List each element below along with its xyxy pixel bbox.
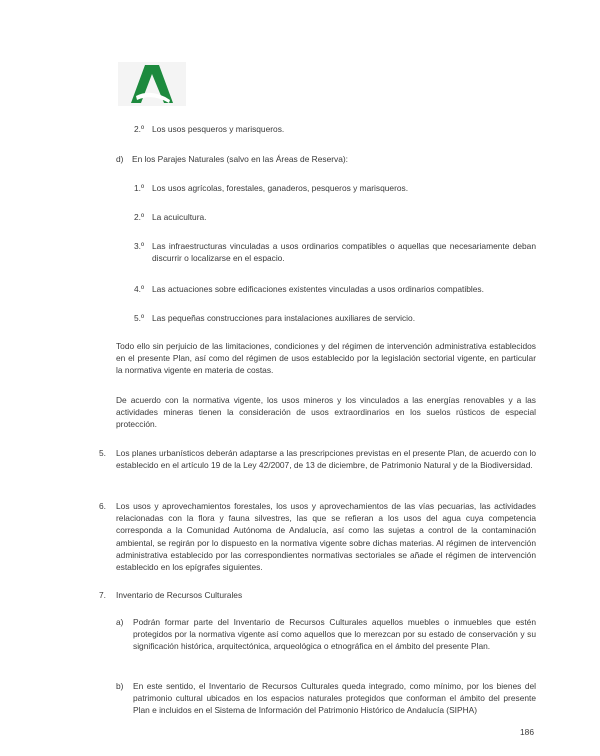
logo-graphic (118, 62, 186, 106)
list-item (134, 211, 536, 223)
item-text: Las infraestructuras vinculadas a usos ordinarios compatibles o aquellas que necesariamente deban discurrir o localizarse en el espacio. (152, 241, 536, 264)
list-item (134, 312, 536, 324)
section-heading: Inventario de Recursos Culturales (116, 590, 243, 600)
numbered-item (99, 589, 536, 601)
item-number: 5. (99, 448, 106, 458)
list-item (134, 182, 536, 194)
item-text: Las pequeñas construcciones para instalaciones auxiliares de servicio. (152, 313, 416, 323)
list-item (116, 616, 536, 653)
item-number: 2.º (134, 212, 145, 222)
item-text: La acuicultura. (152, 212, 207, 222)
item-text: Los planes urbanísticos deberán adaptarse a las prescripciones previstas en el presente Plan, de acuerdo con lo establecido en el artículo 19 de la Ley 42/2007, de 13 de diciembre, de Patrimonio Natural y de la Biodiversidad. (116, 448, 536, 471)
list-item (116, 680, 536, 717)
item-text: En este sentido, el Inventario de Recursos Culturales queda integrado, como mínimo, por los bienes del patrimonio cultural ubicados en los espacios naturales protegidos que conforman el ámbito del presente Plan e incluidos en el Sistema de Información del Patrimonio Histórico de Andalucía (SIPHA) (133, 681, 536, 716)
item-number: 7. (99, 590, 106, 600)
item-number: 2.º (134, 124, 145, 134)
paragraph: Todo ello sin perjuicio de las limitaciones, condiciones y del régimen de intervención administrativa establecidos en el presente Plan, así como del régimen de usos establecido por la legislación sectorial vigente, en particular la normativa vigente en materia de costas. (116, 341, 536, 376)
item-text: En los Parajes Naturales (salvo en las Áreas de Reserva): (132, 154, 348, 164)
item-number: d) (116, 154, 124, 164)
item-number: 1.º (134, 183, 145, 193)
item-number: 3.º (134, 241, 145, 251)
item-text: Los usos pesqueros y marisqueros. (152, 124, 285, 134)
item-number: 4.º (134, 284, 145, 294)
list-item (116, 153, 536, 165)
item-text: Podrán formar parte del Inventario de Recursos Culturales aquellos muebles o inmuebles que estén protegidos por la normativa vigente así como aquellos que lo merezcan por su estado de conservación y su significación histórica, arquitectónica, arqueológica o etnográfica en el ámbito del presente Plan. (133, 617, 536, 652)
item-text: Los usos y aprovechamientos forestales, los usos y aprovechamientos de las vías pecuarias, las actividades relacionadas con la flora y fauna silvestres, las que se refieran a los usos del agua cuya competencia corresponda a la Comunidad Autónoma de Andalucía, así como las sujetas a control de la contaminación ambiental, se regirán por lo dispuesto en la normativa vigente sobre dichas materias. Al régimen de intervención administrativa establecido por las correspondientes normativas sectoriales se añade el régimen de intervención establecido en los epígrafes siguientes. (116, 501, 536, 573)
list-item (134, 123, 536, 135)
paragraph: De acuerdo con la normativa vigente, los usos mineros y los vinculados a las energías renovables y a las actividades mineras tienen la consideración de usos extraordinarios en los suelos rústicos de especial protección. (116, 395, 536, 430)
numbered-item (99, 500, 536, 573)
junta-andalucia-logo-icon (118, 62, 186, 106)
item-number: b) (116, 681, 124, 691)
numbered-item (99, 447, 536, 471)
item-number: a) (116, 617, 124, 627)
item-number: 6. (99, 501, 106, 511)
list-item (134, 240, 536, 264)
item-text: Los usos agrícolas, forestales, ganaderos, pesqueros y marisqueros. (152, 183, 409, 193)
item-number: 5.º (134, 313, 145, 323)
list-item (134, 283, 536, 295)
page-number: 186 (520, 727, 534, 737)
item-text: Las actuaciones sobre edificaciones existentes vinculadas a usos ordinarios compatibles. (152, 284, 484, 294)
